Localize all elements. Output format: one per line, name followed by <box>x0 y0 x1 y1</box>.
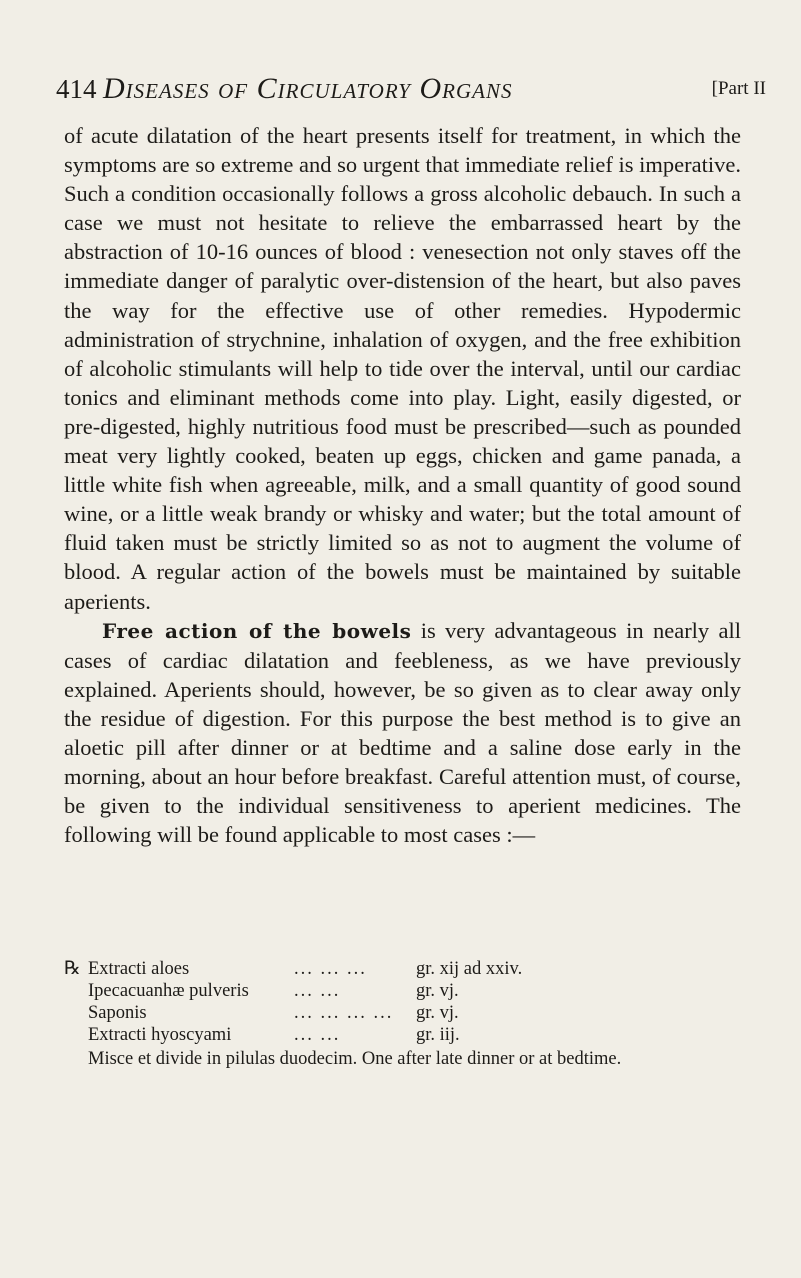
paragraph-bowel-text: is very advantageous in nearly all cases of cardiac dilatation and feebleness, as we have previously explained. Aperients should, however, be so given as to clear away only the residue of digestion. For this purpose the best method is to give an aloetic pill after dinner or at bedtime and a saline dose early in the morning, about an hour before breakfast. Careful attention must, of course, be given to the individual sensitiveness to aperient medicines. The following will be found applicable to most cases :— <box>64 617 741 848</box>
prescription-dose: gr. vj. <box>416 981 459 1001</box>
prescription-row <box>64 1002 746 1024</box>
body-text <box>64 121 741 849</box>
page-header <box>56 72 766 112</box>
prescription-ingredient: Extracti hyoscyami <box>88 1025 232 1045</box>
prescription-leader-dots: ... ... ... ... <box>294 1003 394 1023</box>
prescription-ingredient: Ipecacuanhæ pulveris <box>88 981 249 1001</box>
paragraph-dilatation-treatment: of acute dilatation of the heart presents itself for treatment, in which the symptoms are so extreme and so urgent that immediate relief is imperative. Such a condition occasionally follows a gross alcoholic debauch. In such a case we must not hesitate to relieve the embarrassed heart by the abstraction of 10-16 ounces of blood : venesection not only staves off the immediate danger of paralytic over-distension of the heart, but also paves the way for the effective use of other remedies. Hypodermic administration of strychnine, inhalation of oxygen, and the free exhibition of alcoholic stimulants will help to tide over the interval, until our cardiac tonics and eliminant methods come into play. Light, easily digested, or pre-digested, highly nutritious food must be prescribed—such as pounded meat very lightly cooked, beaten up eggs, chicken and game panada, a little white fish when agreeable, milk, and a small quantity of good sound wine, or a little weak brandy or whisky and water; but the total amount of fluid taken must be strictly limited so as not to augment the volume of blood. A regular action of the bowels must be maintained by suitable aperients. <box>64 123 741 614</box>
prescription-leader-dots: ... ... <box>294 1025 341 1045</box>
prescription-leader-dots: ... ... <box>294 981 341 1001</box>
prescription <box>64 958 746 1070</box>
recipe-symbol: ℞ <box>64 959 81 979</box>
part-label: [Part II <box>711 78 766 99</box>
prescription-ingredient: Saponis <box>88 1003 147 1023</box>
prescription-dose: gr. xij ad xxiv. <box>416 959 523 979</box>
prescription-row <box>64 980 746 1002</box>
paragraph-bowel-action <box>64 616 741 850</box>
paragraph-lead-heading: Free action of the bowels <box>102 618 412 643</box>
prescription-dose: gr. vj. <box>416 1003 459 1023</box>
prescription-ingredient: Extracti aloes <box>88 959 190 979</box>
prescription-leader-dots: ... ... ... <box>294 959 367 979</box>
prescription-dose: gr. iij. <box>416 1025 460 1045</box>
running-title: Diseases of Circulatory Organs <box>103 72 513 105</box>
prescription-row <box>64 958 746 980</box>
prescription-instructions: Misce et divide in pilulas duodecim. One after late dinner or at bedtime. <box>88 1049 622 1069</box>
page-number: 414 <box>56 74 97 104</box>
prescription-row <box>64 1024 746 1046</box>
